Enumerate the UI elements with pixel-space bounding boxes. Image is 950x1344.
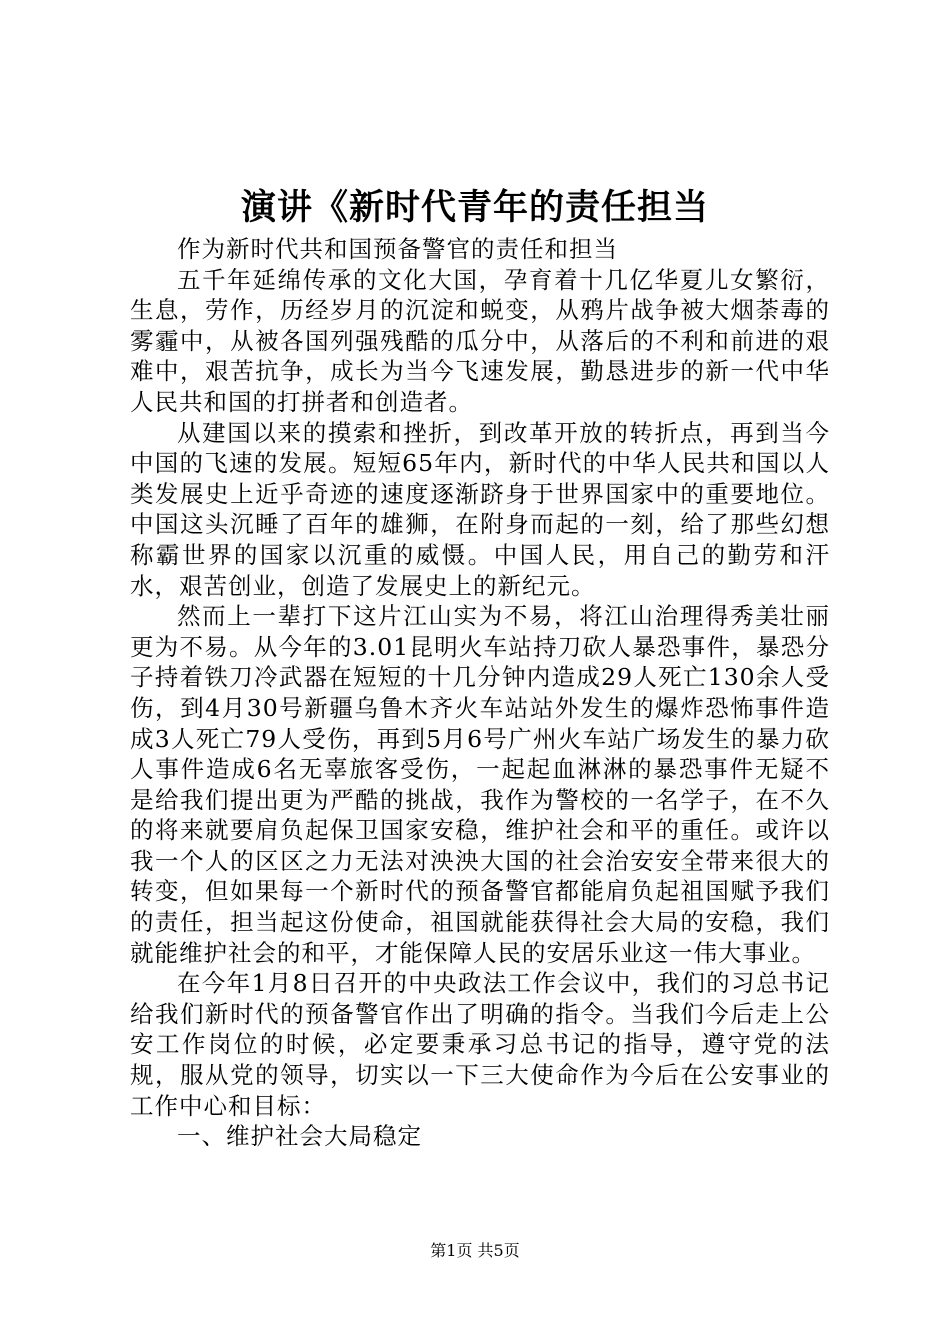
paragraph: 五千年延绵传承的文化大国，孕育着十几亿华夏儿女繁衍，生息，劳作，历经岁月的沉淀和蜕变，从鸦片战争被大烟荼毒的雾霾中，从被各国列强残酷的瓜分中，从落后的不利和前进的艰难中，艰苦抗争，成长为当今飞速发展，勤恳进步的新一代中华人民共和国的打拼者和创造者。 <box>130 265 830 416</box>
paragraph: 从建国以来的摸索和挫折，到改革开放的转折点，再到当今中国的飞速的发展。短短65年内，新时代的中华人民共和国以人类发展史上近乎奇迹的速度逐渐跻身于世界国家中的重要地位。中国这头沉睡了百年的雄狮，在附身而起的一刻，给了那些幻想称霸世界的国家以沉重的威慑。中国人民，用自己的勤劳和汗水，艰苦创业，创造了发展史上的新纪元。 <box>130 418 830 600</box>
paragraph-subtitle: 作为新时代共和国预备警官的责任和担当 <box>177 235 618 263</box>
document-body <box>130 234 830 1152</box>
paragraph: 在今年1月8日召开的中央政法工作会议中，我们的习总书记给我们新时代的预备警官作出了明确的指令。当我们今后走上公安工作岗位的时候，必定要秉承习总书记的指导，遵守党的法规，服从党的领导，切实以一下三大使命作为今后在公安事业的工作中心和目标： <box>130 969 830 1120</box>
page-footer: 第1页 共5页 <box>430 1241 520 1260</box>
paragraph: 然而上一辈打下这片江山实为不易，将江山治理得秀美壮丽更为不易。从今年的3.01昆明火车站持刀砍人暴恐事件，暴恐分子持着铁刀冷武器在短短的十几分钟内造成29人死亡130余人受伤，到4月30号新疆乌鲁木齐火车站站外发生的爆炸恐怖事件造成3人死亡79人受伤，再到5月6号广州火车站广场发生的暴力砍人事件造成6名无辜旅客受伤，一起起血淋淋的暴恐事件无疑不是给我们提出更为严酷的挑战，我作为警校的一名学子，在不久的将来就要肩负起保卫国家安稳，维护社会和平的重任。或许以我一个人的区区之力无法对泱泱大国的社会治安安全带来很大的转变，但如果每一个新时代的预备警官都能肩负起祖国赋予我们的责任，担当起这份使命，祖国就能获得社会大局的安稳，我们就能维护社会的和平，才能保障人民的安居乐业这一伟大事业。 <box>130 602 830 967</box>
document-title: 演讲《新时代青年的责任担当 <box>240 187 709 228</box>
section-heading: 一、维护社会大局稳定 <box>177 1122 422 1151</box>
